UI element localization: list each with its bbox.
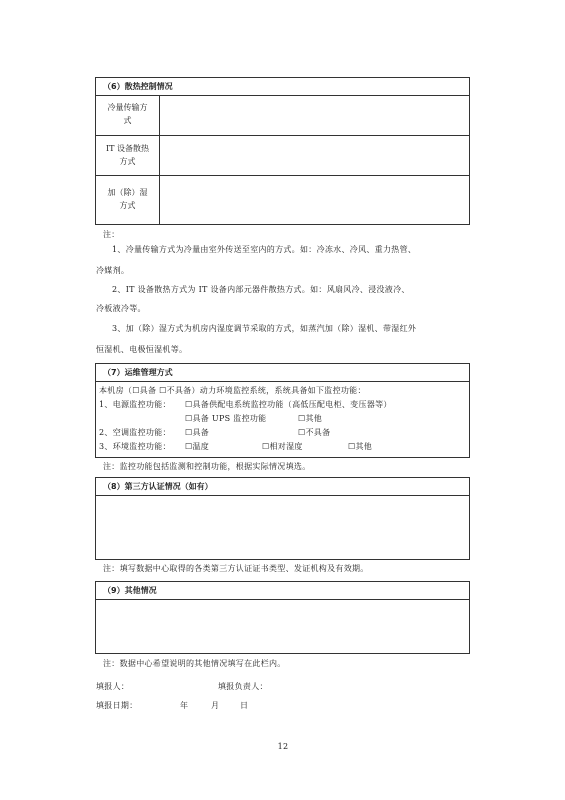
month-input[interactable] — [190, 698, 208, 712]
label-line: 式 — [123, 116, 132, 125]
env-option-other[interactable] — [348, 441, 372, 452]
cold-transfer-input[interactable] — [160, 96, 469, 134]
label-line: IT 设备散热 — [105, 144, 150, 153]
section-title-other-info: （9）其他情况 — [103, 586, 157, 595]
label-line: 方式 — [119, 201, 136, 210]
label-line: 冷量传输方 — [107, 103, 148, 112]
ops-note: 注：监控功能包括监测和控制功能，根据实际情况填选。 — [103, 462, 311, 471]
month-label: 月 — [211, 701, 220, 710]
option-label: 相对湿度 — [269, 442, 303, 451]
label-line: 方式 — [119, 157, 136, 166]
ac-monitoring-label: 2、空调监控功能： — [99, 428, 171, 437]
note-line: 恒湿机、电极恒湿机等。 — [96, 345, 188, 354]
ac-option-yes[interactable] — [185, 427, 209, 438]
filler-label: 填报人： — [96, 682, 130, 691]
option-label: 具备供配电系统监控功能（高低压配电柜、变压器等） — [192, 400, 392, 409]
note-line: 2、IT 设备散热方式为 IT 设备内部元器件散热方式。如：风扇风冷、浸没液冷、 — [112, 285, 410, 294]
date-label: 填报日期： — [96, 701, 138, 710]
divider — [95, 381, 470, 382]
option-label: 具备 — [192, 428, 210, 437]
day-input[interactable] — [220, 698, 238, 712]
option-label: 具备 UPS 监控功能 — [192, 414, 267, 423]
note-line: 冷媒剂。 — [96, 266, 130, 275]
note-line: 3、加（除）湿方式为机房内湿度调节采取的方式，如蒸汽加（除）湿机、带湿红外 — [112, 324, 417, 333]
env-option-humidity[interactable] — [262, 441, 303, 452]
other-info-note: 注：数据中心希望说明的其他情况填写在此栏内。 — [103, 659, 286, 668]
label-line: 加（除）湿 — [107, 188, 148, 197]
power-option-ups[interactable] — [185, 413, 266, 424]
row-label-cold-transfer — [96, 101, 159, 127]
section-title-ops-management: （7）运维管理方式 — [103, 368, 173, 377]
section-title-heat-control: （6）散热控制情况 — [103, 82, 173, 91]
option-label: 不具备 — [305, 428, 331, 437]
note-line: 1、冷量传输方式为冷量由室外传送至室内的方式。如：冷冻水、冷风、重力热管、 — [112, 245, 417, 254]
monitoring-system-line: 本机房（☐具备 ☐不具备）动力环境监控系统，系统具备如下监控功能： — [99, 386, 366, 395]
certification-note: 注：填写数据中心取得的各类第三方认证证书类型、发证机构及有效期。 — [103, 564, 369, 573]
option-label: 其他 — [355, 442, 373, 451]
env-monitoring-label: 3、环境监控功能： — [99, 442, 171, 451]
certification-input[interactable] — [96, 496, 469, 559]
power-option-distribution[interactable] — [185, 399, 392, 410]
option-label: 温度 — [192, 442, 210, 451]
env-option-temperature[interactable] — [185, 441, 209, 452]
power-option-other[interactable] — [298, 413, 322, 424]
day-label: 日 — [240, 701, 249, 710]
page-number: 12 — [277, 742, 289, 751]
section-title-certification: （8）第三方认证情况（如有） — [103, 482, 213, 491]
humidity-input[interactable] — [160, 176, 469, 224]
power-monitoring-label: 1、电源监控功能： — [99, 400, 171, 409]
option-label: 其他 — [305, 414, 323, 423]
note-label: 注： — [103, 230, 120, 239]
filler-input[interactable] — [136, 679, 206, 693]
row-label-humidity — [96, 186, 159, 212]
supervisor-label: 填报负责人： — [218, 682, 268, 691]
row-label-it-cooling — [96, 142, 159, 168]
ac-option-no[interactable] — [298, 427, 330, 438]
it-cooling-input[interactable] — [160, 136, 469, 174]
supervisor-input[interactable] — [272, 679, 352, 693]
other-info-input[interactable] — [96, 600, 469, 653]
note-line: 冷板液冷等。 — [96, 304, 146, 313]
year-input[interactable] — [140, 698, 176, 712]
year-label: 年 — [180, 701, 189, 710]
